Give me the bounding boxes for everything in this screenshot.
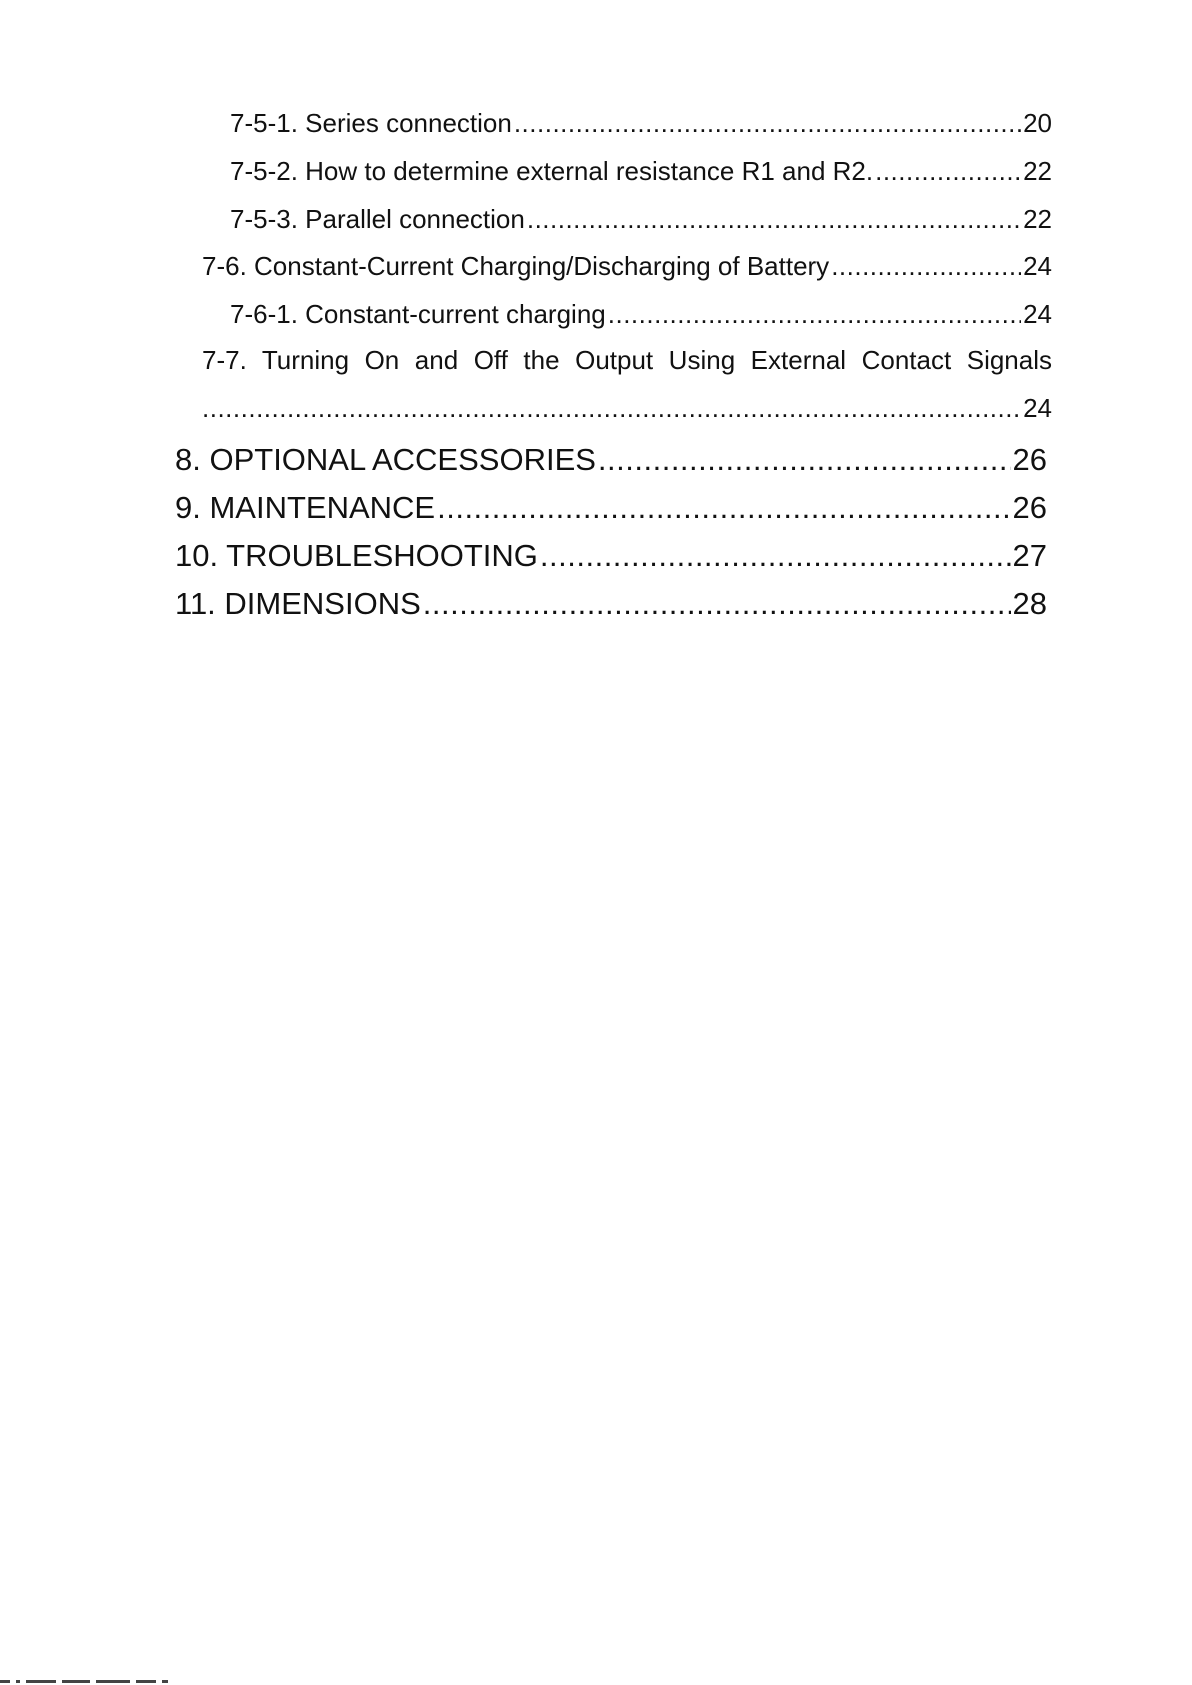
toc-entry-9[interactable] — [175, 488, 1047, 528]
toc-entry-label: 7-6. Constant-Current Charging/Discharging of Battery — [202, 251, 830, 281]
dot-leader — [527, 202, 1021, 236]
toc-entry-page: 24 — [1023, 251, 1052, 281]
dot-leader — [423, 584, 1011, 624]
toc-entry-label: 8. OPTIONAL ACCESSORIES — [175, 442, 596, 477]
toc-entry-10[interactable] — [175, 536, 1047, 576]
scan-artifact — [0, 1680, 300, 1685]
toc-entry-page: 26 — [1012, 490, 1047, 525]
dot-leader — [608, 297, 1021, 331]
dot-leader — [540, 536, 1011, 576]
toc-entry-page: 22 — [1023, 156, 1052, 186]
toc-entry-label: 9. MAINTENANCE — [175, 490, 436, 525]
toc-entry-label: 7-5-3. Parallel connection — [230, 204, 525, 234]
toc-entry-label: 11. DIMENSIONS — [175, 586, 421, 621]
toc-entry-label: 7-7. Turning On and Off the Output Using External Contact Signals — [202, 345, 1052, 375]
toc-entry-8[interactable] — [175, 440, 1047, 480]
dot-leader — [875, 154, 1021, 188]
toc-entry-7-5-1[interactable] — [230, 106, 1052, 140]
toc-entry-7-5-3[interactable] — [230, 202, 1052, 236]
toc-entry-11[interactable] — [175, 584, 1047, 624]
dot-leader — [831, 249, 1021, 283]
dot-leader — [514, 106, 1021, 140]
toc-entry-page: 28 — [1012, 586, 1047, 621]
toc-entry-page: 24 — [1023, 393, 1052, 423]
toc-entry-page: 22 — [1023, 204, 1052, 234]
dot-leader — [202, 391, 1021, 425]
toc-entry-7-7-continuation[interactable] — [202, 391, 1052, 425]
dot-leader — [598, 440, 1011, 480]
toc-entry-7-6[interactable] — [202, 249, 1052, 283]
toc-entry-label: 10. TROUBLESHOOTING — [175, 538, 538, 573]
toc-entry-page: 27 — [1012, 538, 1047, 573]
dot-leader — [437, 488, 1010, 528]
toc-entry-label: 7-5-2. How to determine external resistance R1 and R2. — [230, 156, 874, 186]
toc-entry-7-5-2[interactable] — [230, 154, 1052, 188]
toc-entry-7-7[interactable] — [202, 343, 1052, 377]
toc-entry-page: 26 — [1012, 442, 1047, 477]
toc-entry-page: 20 — [1023, 108, 1052, 138]
toc-entry-label: 7-6-1. Constant-current charging — [230, 299, 606, 329]
toc-entry-7-6-1[interactable] — [230, 297, 1052, 331]
toc-entry-page: 24 — [1023, 299, 1052, 329]
toc-entry-label: 7-5-1. Series connection — [230, 108, 512, 138]
